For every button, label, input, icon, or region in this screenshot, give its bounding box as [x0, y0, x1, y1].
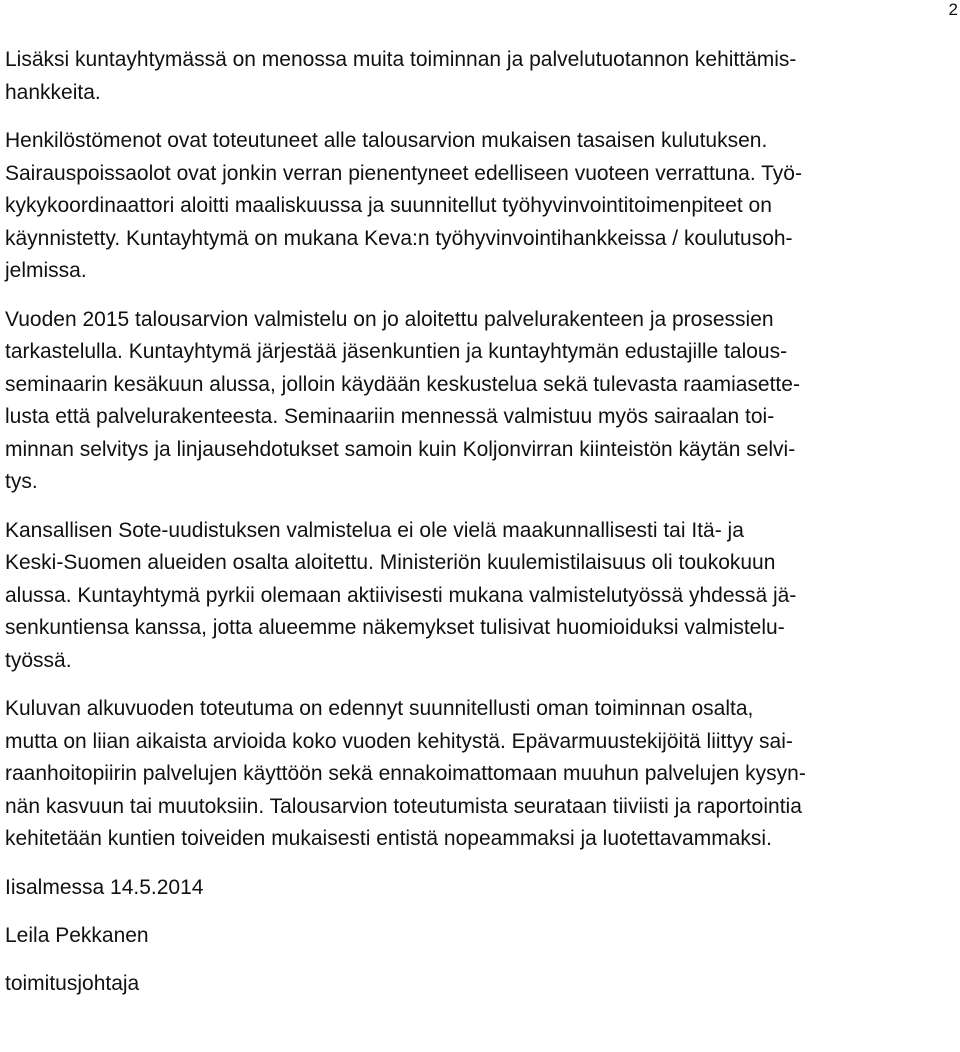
place-date: Iisalmessa 14.5.2014 — [5, 875, 204, 899]
text-line: minnan selvitys ja linjausehdotukset samoin kuin Koljonvirran kiinteistön käytän selvi- — [5, 437, 796, 461]
text-line: Kuluvan alkuvuoden toteutuma on edennyt suunnitellusti oman toiminnan osalta, — [5, 697, 754, 720]
text-line: työssä. — [5, 648, 72, 672]
text-line: senkuntiensa kanssa, jotta alueemme näkemykset tulisivat huomioiduksi valmistelu- — [5, 616, 785, 639]
text-line: Keski-Suomen alueiden osalta aloitettu. Ministeriön kuulemistilaisuus oli toukokuun — [5, 551, 776, 574]
text-line: tys. — [5, 470, 38, 493]
text-line: Vuoden 2015 talousarvion valmistelu on jo aloitettu palvelurakenteen ja prosessien — [5, 307, 774, 331]
signer-title: toimitusjohtaja — [5, 971, 140, 995]
text-line: seminaarin kesäkuun alussa, jolloin käydään keskustelua sekä tulevasta raamiasette- — [5, 372, 800, 396]
text-line: jelmissa. — [5, 259, 87, 282]
document-body — [5, 44, 953, 1000]
text-line: alussa. Kuntayhtymä pyrkii olemaan aktiivisesti mukana valmistelutyössä yhdessä jä- — [5, 583, 797, 607]
paragraph-budget-2015 — [5, 304, 953, 499]
text-line: Sairauspoissaolot ovat jonkin verran pienentyneet edelliseen vuoteen verrattuna. Työ- — [5, 161, 802, 185]
text-line: mutta on liian aikaista arvioida koko vuoden kehitystä. Epävarmuustekijöitä liittyy sai- — [5, 729, 793, 753]
signer-name: Leila Pekkanen — [5, 923, 149, 947]
text-line: lusta että palvelurakenteesta. Seminaariin mennessä valmistuu myös sairaalan toi- — [5, 405, 775, 428]
text-line: hankkeita. — [5, 80, 101, 104]
paragraph-year-outlook — [5, 693, 953, 856]
text-line: Lisäksi kuntayhtymässä on menossa muita toiminnan ja palvelutuotannon kehittämis- — [5, 48, 797, 71]
text-line: raanhoitopiirin palvelujen käyttöön sekä ennakoimattomaan muuhun palvelujen kysyn- — [5, 762, 806, 785]
text-line: nän kasvuun tai muutoksiin. Talousarvion toteutumista seurataan tiiviisti ja raportointia — [5, 794, 802, 818]
text-line: Henkilöstömenot ovat toteutuneet alle talousarvion mukaisen tasaisen kulutuksen. — [5, 129, 768, 152]
paragraph-personnel-costs — [5, 125, 953, 288]
paragraph-sote-reform — [5, 515, 953, 678]
text-line: käynnistetty. Kuntayhtymä on mukana Keva:n työhyvinvointihankkeissa / koulutusoh- — [5, 226, 793, 250]
paragraph-development-projects — [5, 44, 953, 109]
text-line: Kansallisen Sote-uudistuksen valmistelua ei ole vielä maakunnallisesti tai Itä- ja — [5, 518, 744, 542]
text-line: kykykoordinaattori aloitti maaliskuussa ja suunnitellut työhyvinvointitoimenpiteet on — [5, 194, 772, 217]
page-number: 2 — [948, 0, 958, 19]
text-line: tarkastelulla. Kuntayhtymä järjestää jäsenkuntien ja kuntayhtymän edustajille talous- — [5, 340, 788, 363]
text-line: kehitetään kuntien toiveiden mukaisesti entistä nopeammaksi ja luotettavammaksi. — [5, 827, 772, 850]
